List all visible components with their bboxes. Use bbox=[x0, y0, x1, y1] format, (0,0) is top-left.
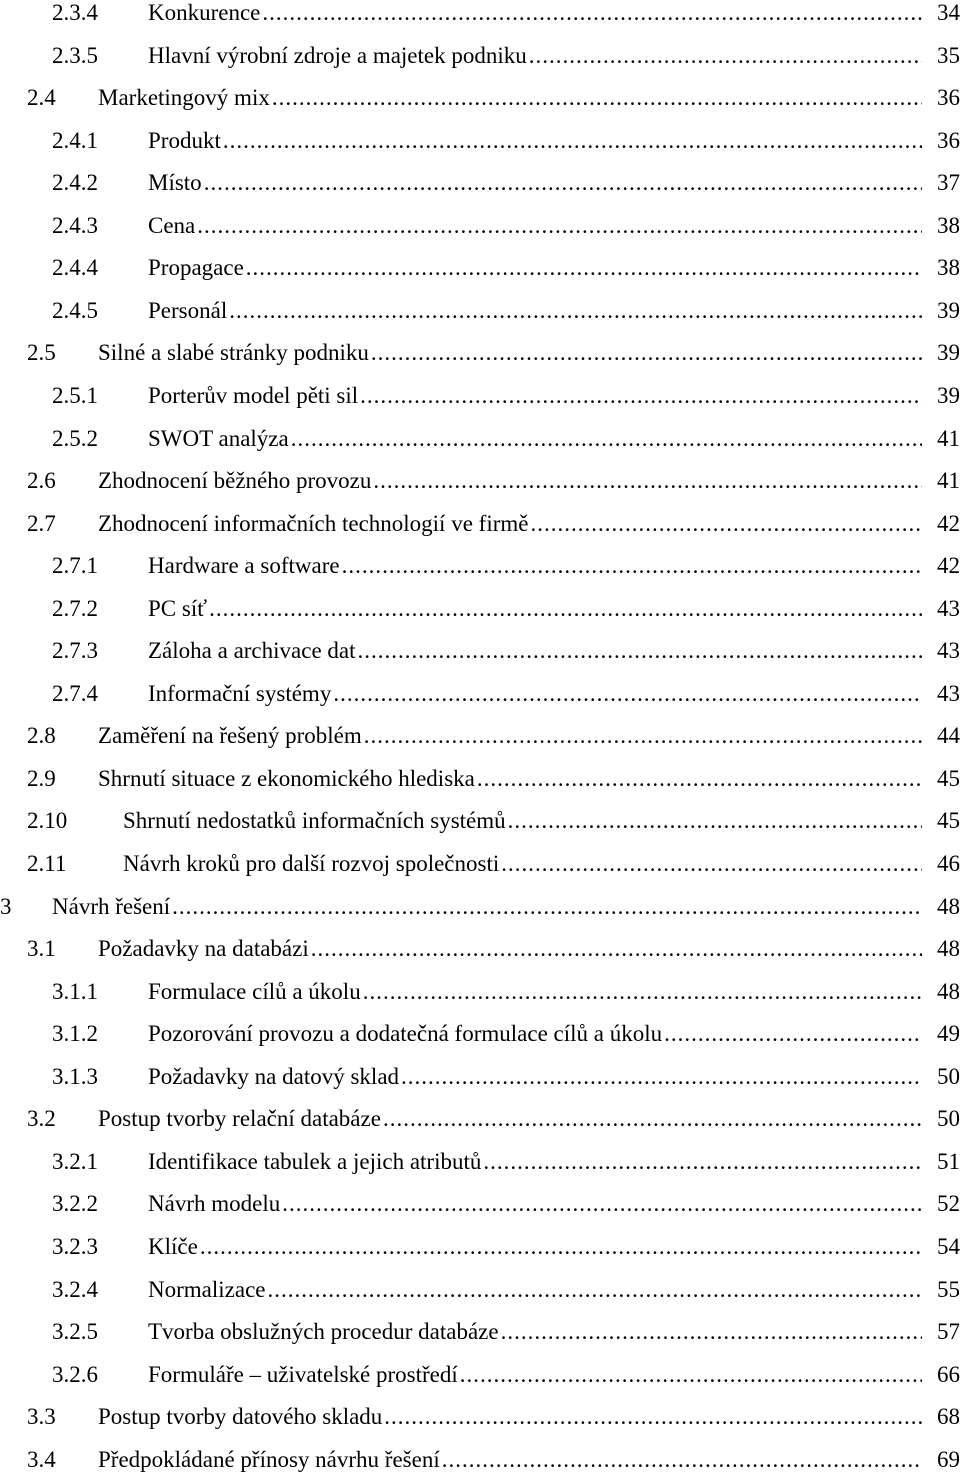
toc-entry-text bbox=[98, 1099, 922, 1139]
toc-entry-text bbox=[98, 1440, 922, 1480]
toc-dot-leader bbox=[483, 1142, 922, 1182]
toc-entry-page-number: 50 bbox=[937, 1106, 960, 1132]
toc-entry[interactable] bbox=[0, 929, 960, 969]
toc-entry-title: SWOT analýza bbox=[148, 425, 289, 451]
toc-entry-text bbox=[148, 121, 922, 161]
toc-entry[interactable] bbox=[0, 419, 960, 459]
toc-entry-text bbox=[148, 1057, 922, 1097]
toc-entry-title: Požadavky na databázi bbox=[98, 936, 309, 962]
toc-dot-leader bbox=[333, 674, 922, 714]
toc-entry-text bbox=[98, 759, 922, 799]
toc-entry[interactable] bbox=[0, 801, 960, 841]
toc-entry-page-number: 43 bbox=[937, 595, 960, 621]
toc-entry[interactable] bbox=[0, 972, 960, 1012]
toc-entry-title: Předpokládané přínosy návrhu řešení bbox=[98, 1446, 440, 1472]
toc-entry-title: Zhodnocení běžného provozu bbox=[98, 468, 372, 494]
toc-entry-number: 2.4.2 bbox=[52, 170, 98, 196]
toc-entry[interactable] bbox=[0, 1397, 960, 1437]
toc-entry-text bbox=[148, 419, 922, 459]
toc-entry-page-number: 54 bbox=[937, 1233, 960, 1259]
toc-entry-text bbox=[148, 1312, 922, 1352]
toc-entry[interactable] bbox=[0, 163, 960, 203]
toc-entry-title: Informační systémy bbox=[148, 680, 332, 706]
toc-entry-text bbox=[148, 0, 922, 33]
toc-dot-leader bbox=[401, 1057, 922, 1097]
toc-entry-title: Marketingový mix bbox=[98, 85, 270, 111]
toc-entry[interactable] bbox=[0, 844, 960, 884]
toc-dot-leader bbox=[529, 36, 922, 76]
toc-entry-number: 2.6 bbox=[27, 468, 56, 494]
toc-entry[interactable] bbox=[0, 461, 960, 501]
toc-entry-page-number: 41 bbox=[937, 425, 960, 451]
toc-entry[interactable] bbox=[0, 1142, 960, 1182]
toc-entry-page-number: 45 bbox=[937, 808, 960, 834]
toc-entry-page-number: 57 bbox=[937, 1319, 960, 1345]
toc-entry-page-number: 48 bbox=[937, 893, 960, 919]
toc-entry-number: 2.5 bbox=[27, 340, 56, 366]
toc-entry-text bbox=[148, 291, 922, 331]
toc-entry[interactable] bbox=[0, 333, 960, 373]
toc-entry-title: Hardware a software bbox=[148, 553, 340, 579]
toc-entry-number: 2.7.1 bbox=[52, 553, 98, 579]
toc-entry-page-number: 39 bbox=[937, 382, 960, 408]
toc-entry-number: 2.8 bbox=[27, 723, 56, 749]
toc-entry-text bbox=[148, 674, 922, 714]
toc-entry-title: PC síť bbox=[148, 595, 208, 621]
toc-entry-title: Zhodnocení informačních technologií ve firmě bbox=[98, 510, 529, 536]
toc-entry-page-number: 36 bbox=[937, 85, 960, 111]
toc-entry-page-number: 39 bbox=[937, 340, 960, 366]
toc-entry[interactable] bbox=[0, 674, 960, 714]
toc-entry-page-number: 48 bbox=[937, 978, 960, 1004]
toc-entry-page-number: 55 bbox=[937, 1276, 960, 1302]
toc-entry[interactable] bbox=[0, 1014, 960, 1054]
toc-entry-title: Tvorba obslužných procedur databáze bbox=[148, 1319, 499, 1345]
toc-entry[interactable] bbox=[0, 1312, 960, 1352]
toc-dot-leader bbox=[460, 1355, 922, 1395]
toc-entry[interactable] bbox=[0, 1227, 960, 1267]
toc-entry-title: Návrh řešení bbox=[52, 893, 171, 919]
toc-entry-title: Personál bbox=[148, 297, 228, 323]
toc-entry-number: 3.1.1 bbox=[52, 978, 98, 1004]
toc-entry-text bbox=[148, 546, 922, 586]
toc-entry-text bbox=[148, 1184, 922, 1224]
toc-entry-text bbox=[148, 1014, 922, 1054]
toc-entry-number: 2.7.4 bbox=[52, 680, 98, 706]
toc-entry-title: Shrnutí situace z ekonomického hlediska bbox=[98, 765, 475, 791]
toc-entry-number: 3.1 bbox=[27, 936, 56, 962]
toc-entry-title: Návrh kroků pro další rozvoj společnosti bbox=[123, 851, 500, 876]
toc-entry-page-number: 52 bbox=[937, 1191, 960, 1217]
toc-entry-text bbox=[148, 1355, 922, 1395]
toc-entry-number: 3.1.3 bbox=[52, 1063, 98, 1089]
toc-entry-page-number: 50 bbox=[937, 1063, 960, 1089]
toc-dot-leader bbox=[209, 589, 922, 629]
toc-entry-title: Postup tvorby relační databáze bbox=[98, 1106, 381, 1132]
toc-entry-title: Postup tvorby datového skladu bbox=[98, 1404, 383, 1430]
toc-entry[interactable] bbox=[0, 1184, 960, 1224]
toc-entry-title: Shrnutí nedostatků informačních systémů bbox=[123, 808, 506, 834]
toc-entry-page-number: 35 bbox=[937, 42, 960, 68]
toc-dot-leader bbox=[291, 419, 922, 459]
toc-entry-title: Klíče bbox=[148, 1233, 198, 1259]
toc-entry-title: Propagace bbox=[148, 255, 244, 281]
toc-dot-leader bbox=[373, 461, 922, 501]
toc-entry-text bbox=[148, 589, 922, 629]
toc-entry[interactable] bbox=[0, 206, 960, 246]
toc-entry-text bbox=[148, 248, 922, 288]
toc-entry[interactable] bbox=[0, 546, 960, 586]
toc-entry-text bbox=[123, 844, 922, 884]
toc-entry-text bbox=[98, 1397, 922, 1437]
toc-dot-leader bbox=[530, 504, 922, 544]
toc-entry-title: Pozorování provozu a dodatečná formulace cílů a úkolu bbox=[148, 1021, 663, 1047]
toc-entry-number: 2.4.1 bbox=[52, 127, 98, 153]
toc-entry-page-number: 45 bbox=[937, 765, 960, 791]
toc-entry-page-number: 34 bbox=[937, 0, 960, 25]
toc-entry-number: 2.4.5 bbox=[52, 297, 98, 323]
toc-entry[interactable] bbox=[0, 1099, 960, 1139]
toc-entry-number: 2.3.4 bbox=[52, 0, 98, 25]
toc-entry-number: 2.5.2 bbox=[52, 425, 98, 451]
toc-entry-page-number: 36 bbox=[937, 127, 960, 153]
toc-entry-title: Produkt bbox=[148, 127, 221, 153]
toc-dot-leader bbox=[197, 206, 922, 246]
toc-entry-number: 3.2.2 bbox=[52, 1191, 98, 1217]
toc-dot-leader bbox=[501, 1312, 922, 1352]
toc-entry-number: 3.2 bbox=[27, 1106, 56, 1132]
toc-entry[interactable] bbox=[0, 0, 960, 33]
toc-entry-number: 2.11 bbox=[27, 851, 67, 876]
toc-entry-number: 3.2.5 bbox=[52, 1319, 98, 1345]
toc-entry[interactable] bbox=[0, 36, 960, 76]
toc-entry-page-number: 69 bbox=[937, 1446, 960, 1472]
toc-entry[interactable] bbox=[0, 291, 960, 331]
toc-entry-number: 2.10 bbox=[27, 808, 68, 834]
toc-dot-leader bbox=[358, 631, 922, 671]
toc-entry-page-number: 49 bbox=[937, 1021, 960, 1047]
toc-entry-text bbox=[98, 929, 922, 969]
toc-entry-text bbox=[148, 1227, 922, 1267]
toc-entry-title: Požadavky na datový sklad bbox=[148, 1063, 400, 1089]
toc-entry-page-number: 42 bbox=[937, 553, 960, 579]
toc-entry-page-number: 46 bbox=[937, 851, 960, 876]
toc-dot-leader bbox=[246, 248, 922, 288]
toc-dot-leader bbox=[172, 887, 922, 927]
toc-entry[interactable] bbox=[0, 121, 960, 161]
toc-entry-number: 2.7.3 bbox=[52, 638, 98, 664]
toc-entry-title: Cena bbox=[148, 212, 196, 238]
toc-entry-text bbox=[98, 333, 922, 373]
toc-entry-page-number: 44 bbox=[937, 723, 960, 749]
toc-entry[interactable] bbox=[0, 1270, 960, 1310]
toc-entry[interactable] bbox=[0, 504, 960, 544]
toc-entry-number: 2.5.1 bbox=[52, 382, 98, 408]
toc-entry[interactable] bbox=[0, 716, 960, 756]
toc-entry-text bbox=[148, 36, 922, 76]
toc-dot-leader bbox=[223, 121, 922, 161]
toc-entry-number: 3.2.6 bbox=[52, 1361, 98, 1387]
toc-entry-title: Hlavní výrobní zdroje a majetek podniku bbox=[148, 42, 527, 68]
toc-entry-number: 3.2.3 bbox=[52, 1233, 98, 1259]
toc-entry-title: Identifikace tabulek a jejich atributů bbox=[148, 1148, 482, 1174]
toc-entry[interactable] bbox=[0, 1440, 960, 1480]
toc-entry-page-number: 41 bbox=[937, 468, 960, 494]
toc-entry-text bbox=[52, 887, 922, 927]
toc-entry-text bbox=[98, 504, 922, 544]
toc-entry-number: 2.4 bbox=[27, 85, 56, 111]
toc-entry-text bbox=[98, 716, 922, 756]
toc-entry-title: Normalizace bbox=[148, 1276, 266, 1302]
toc-entry-text bbox=[148, 972, 922, 1012]
toc-entry-page-number: 42 bbox=[937, 510, 960, 536]
toc-entry-title: Záloha a archivace dat bbox=[148, 638, 356, 664]
toc-entry-text bbox=[98, 461, 922, 501]
toc-entry-text bbox=[148, 206, 922, 246]
toc-entry-text bbox=[148, 163, 922, 203]
toc-entry[interactable] bbox=[0, 376, 960, 416]
toc-entry-title: Silné a slabé stránky podniku bbox=[98, 340, 369, 366]
toc-entry-number: 2.7 bbox=[27, 510, 56, 536]
toc-entry-number: 3.2.1 bbox=[52, 1148, 98, 1174]
toc-entry-title: Formuláře – uživatelské prostředí bbox=[148, 1361, 458, 1387]
toc-dot-leader bbox=[371, 333, 922, 373]
toc-entry[interactable] bbox=[0, 78, 960, 118]
toc-dot-leader bbox=[200, 1227, 922, 1267]
toc-entry-title: Formulace cílů a úkolu bbox=[148, 978, 361, 1004]
toc-dot-leader bbox=[360, 376, 922, 416]
toc-dot-leader bbox=[442, 1440, 922, 1480]
toc-entry-number: 2.4.4 bbox=[52, 255, 98, 281]
toc-dot-leader bbox=[664, 1014, 922, 1054]
toc-entry-page-number: 39 bbox=[937, 297, 960, 323]
toc-dot-leader bbox=[383, 1099, 922, 1139]
toc-entry-number: 2.7.2 bbox=[52, 595, 98, 621]
toc-dot-leader bbox=[311, 929, 922, 969]
toc-entry[interactable] bbox=[0, 248, 960, 288]
toc-entry[interactable] bbox=[0, 759, 960, 799]
toc-dot-leader bbox=[342, 546, 922, 586]
toc-dot-leader bbox=[229, 291, 922, 331]
toc-entry-page-number: 43 bbox=[937, 680, 960, 706]
toc-entry-number: 3.2.4 bbox=[52, 1276, 98, 1302]
toc-entry[interactable] bbox=[0, 1057, 960, 1097]
toc-entry-page-number: 38 bbox=[937, 255, 960, 281]
toc-entry[interactable] bbox=[0, 887, 960, 927]
toc-entry-text bbox=[148, 631, 922, 671]
toc-entry-number: 3.3 bbox=[27, 1404, 56, 1430]
toc-entry-number: 2.9 bbox=[27, 765, 56, 791]
toc-entry-page-number: 38 bbox=[937, 212, 960, 238]
toc-entry-text bbox=[148, 1142, 922, 1182]
toc-entry-title: Konkurence bbox=[148, 0, 261, 25]
toc-entry-title: Návrh modelu bbox=[148, 1191, 281, 1217]
toc-entry-text bbox=[98, 78, 922, 118]
toc-entry-page-number: 68 bbox=[937, 1404, 960, 1430]
toc-entry[interactable] bbox=[0, 589, 960, 629]
toc-entry-number: 3.1.2 bbox=[52, 1021, 98, 1047]
toc-entry-number: 3.4 bbox=[27, 1446, 56, 1472]
toc-dot-leader bbox=[508, 801, 922, 841]
toc-entry-number: 3 bbox=[0, 893, 12, 919]
toc-dot-leader bbox=[204, 163, 922, 203]
toc-entry-page-number: 51 bbox=[937, 1148, 960, 1174]
toc-dot-leader bbox=[501, 844, 922, 884]
toc-entry-text bbox=[123, 801, 922, 841]
toc-dot-leader bbox=[384, 1397, 922, 1437]
toc-dot-leader bbox=[272, 78, 922, 118]
toc-dot-leader bbox=[363, 972, 922, 1012]
toc-dot-leader bbox=[477, 759, 922, 799]
toc-entry-page-number: 48 bbox=[937, 936, 960, 962]
toc-entry[interactable] bbox=[0, 631, 960, 671]
toc-entry-title: Zaměření na řešený problém bbox=[98, 723, 362, 749]
toc-entry[interactable] bbox=[0, 1355, 960, 1395]
toc-dot-leader bbox=[262, 0, 922, 33]
toc-entry-title: Porterův model pěti sil bbox=[148, 382, 359, 408]
toc-dot-leader bbox=[282, 1184, 922, 1224]
toc-entry-title: Místo bbox=[148, 170, 202, 196]
toc-entry-text bbox=[148, 376, 922, 416]
toc-entry-number: 2.3.5 bbox=[52, 42, 98, 68]
toc-entry-text bbox=[148, 1270, 922, 1310]
toc-entry-number: 2.4.3 bbox=[52, 212, 98, 238]
toc-dot-leader bbox=[267, 1270, 922, 1310]
toc-dot-leader bbox=[364, 716, 922, 756]
toc-entry-page-number: 66 bbox=[937, 1361, 960, 1387]
toc-entry-page-number: 37 bbox=[937, 170, 960, 196]
toc-entry-page-number: 43 bbox=[937, 638, 960, 664]
